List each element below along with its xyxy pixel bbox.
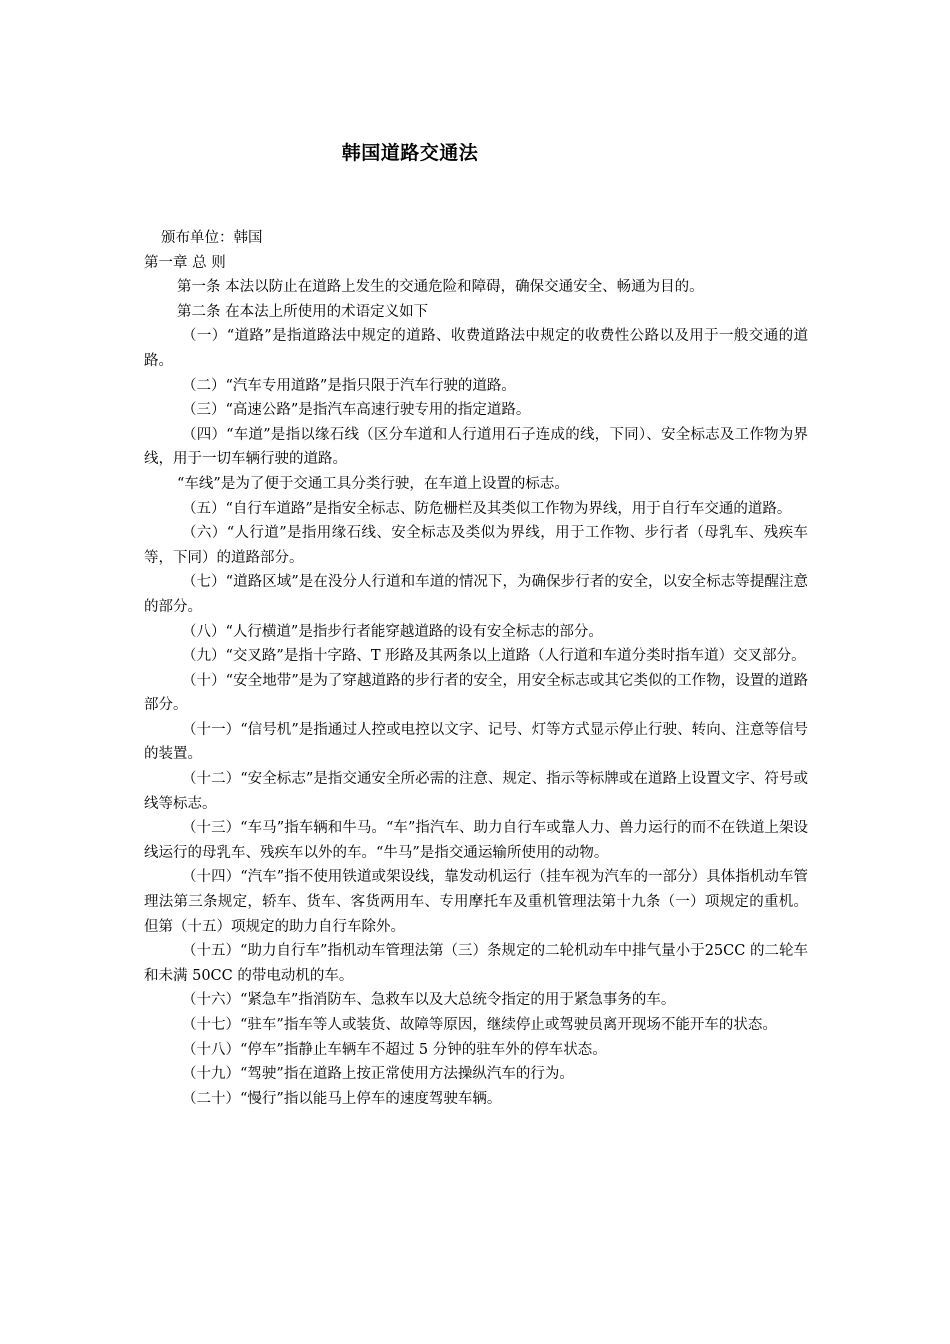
definition-item: （十四）“汽车”指不使用铁道或架设线，靠发动机运行（挂车视为汽车的一部分）具体指机动车管理法第三条规定，轿车、货车、客货两用车、专用摩托车及重机管理法第十九条（一）项规定的重机。但第（十五）项规定的助力自行车除外。 (144, 869, 808, 935)
definition-item: （十）“安全地带”是为了穿越道路的步行者的安全，用安全标志或其它类似的工作物，设置的道路部分。 (144, 672, 808, 714)
article-1: 第一条 本法以防止在道路上发生的交通危险和障碍，确保交通安全、畅通为目的。 (177, 279, 704, 296)
definition-item: （二十）“慢行”指以能马上停车的速度驾驶车辆。 (182, 1090, 502, 1107)
definition-item: （十五）“助力自行车”指机动车管理法第（三）条规定的二轮机动车中排气量小于25CC 的二轮车和未满 50CC 的带电动机的车。 (144, 943, 808, 984)
definition-item: （二）“汽车专用道路”是指只限于汽车行驶的道路。 (182, 377, 516, 394)
definition-item: （五）“自行车道路”是指安全标志、防危栅栏及其类似工作物为界线，用于自行车交通的道路。 (182, 500, 792, 517)
document-title: 韩国道路交通法 (341, 142, 479, 164)
definition-item: （十九）“驾驶”指在道路上按正常使用方法操纵汽车的行为。 (182, 1066, 574, 1083)
definition-item: （十一）“信号机”是指通过人控或电控以文字、记号、灯等方式显示停止行驶、转向、注意等信号的装置。 (144, 721, 808, 763)
article-2: 第二条 在本法上所使用的术语定义如下 (177, 303, 429, 320)
definition-item: （八）“人行横道”是指步行者能穿越道路的设有安全标志的部分。 (182, 623, 603, 640)
definition-item: （一）“道路”是指道路法中规定的道路、收费道路法中规定的收费性公路以及用于一般交通的道路。 (144, 328, 808, 369)
definition-item: （九）“交叉路”是指十字路、T 形路及其两条以上道路（人行道和车道分类时指车道）交叉部分。 (182, 648, 806, 665)
definition-item: （十八）“停车”指静止车辆车不超过 5 分钟的驻车外的停车状态。 (182, 1041, 607, 1058)
definition-note: “车线”是为了便于交通工具分类行驶，在车道上设置的标志。 (177, 475, 569, 492)
definition-item: （十七）“驻车”指车等人或装货、故障等原因，继续停止或驾驶员离开现场不能开车的状态。 (182, 1017, 777, 1033)
document-body (144, 226, 808, 1111)
issuer-line: 颁布单位：韩国 (161, 230, 263, 246)
definition-item: （十二）“安全标志”是指交通安全所必需的注意、规定、指示等标牌或在道路上设置文字、符号或线等标志。 (144, 771, 808, 812)
definition-item: （七）“道路区域”是在没分人行道和车道的情况下，为确保步行者的安全，以安全标志等提醒注意的部分。 (144, 574, 808, 615)
definition-item: （四）“车道”是指以缘石线（区分车道和人行道用石子连成的线，下同）、安全标志及工作物为界线，用于一切车辆行驶的道路。 (144, 426, 808, 468)
definition-item: （六）“人行道”是指用缘石线、安全标志及类似为界线，用于工作物、步行者（母乳车、残疾车等，下同）的道路部分。 (144, 525, 808, 566)
definition-item: （三）“高速公路”是指汽车高速行驶专用的指定道路。 (182, 402, 531, 419)
chapter-heading: 第一章 总 则 (144, 254, 226, 271)
definition-item: （十三）“车马”指车辆和牛马。“车”指汽车、助力自行车或靠人力、兽力运行的而不在铁道上架设线运行的母乳车、残疾车以外的车。“牛马”是指交通运输所使用的动物。 (144, 820, 808, 861)
definition-item: （十六）“紧急车”指消防车、急救车以及大总统令指定的用于紧急事务的车。 (182, 992, 676, 1009)
